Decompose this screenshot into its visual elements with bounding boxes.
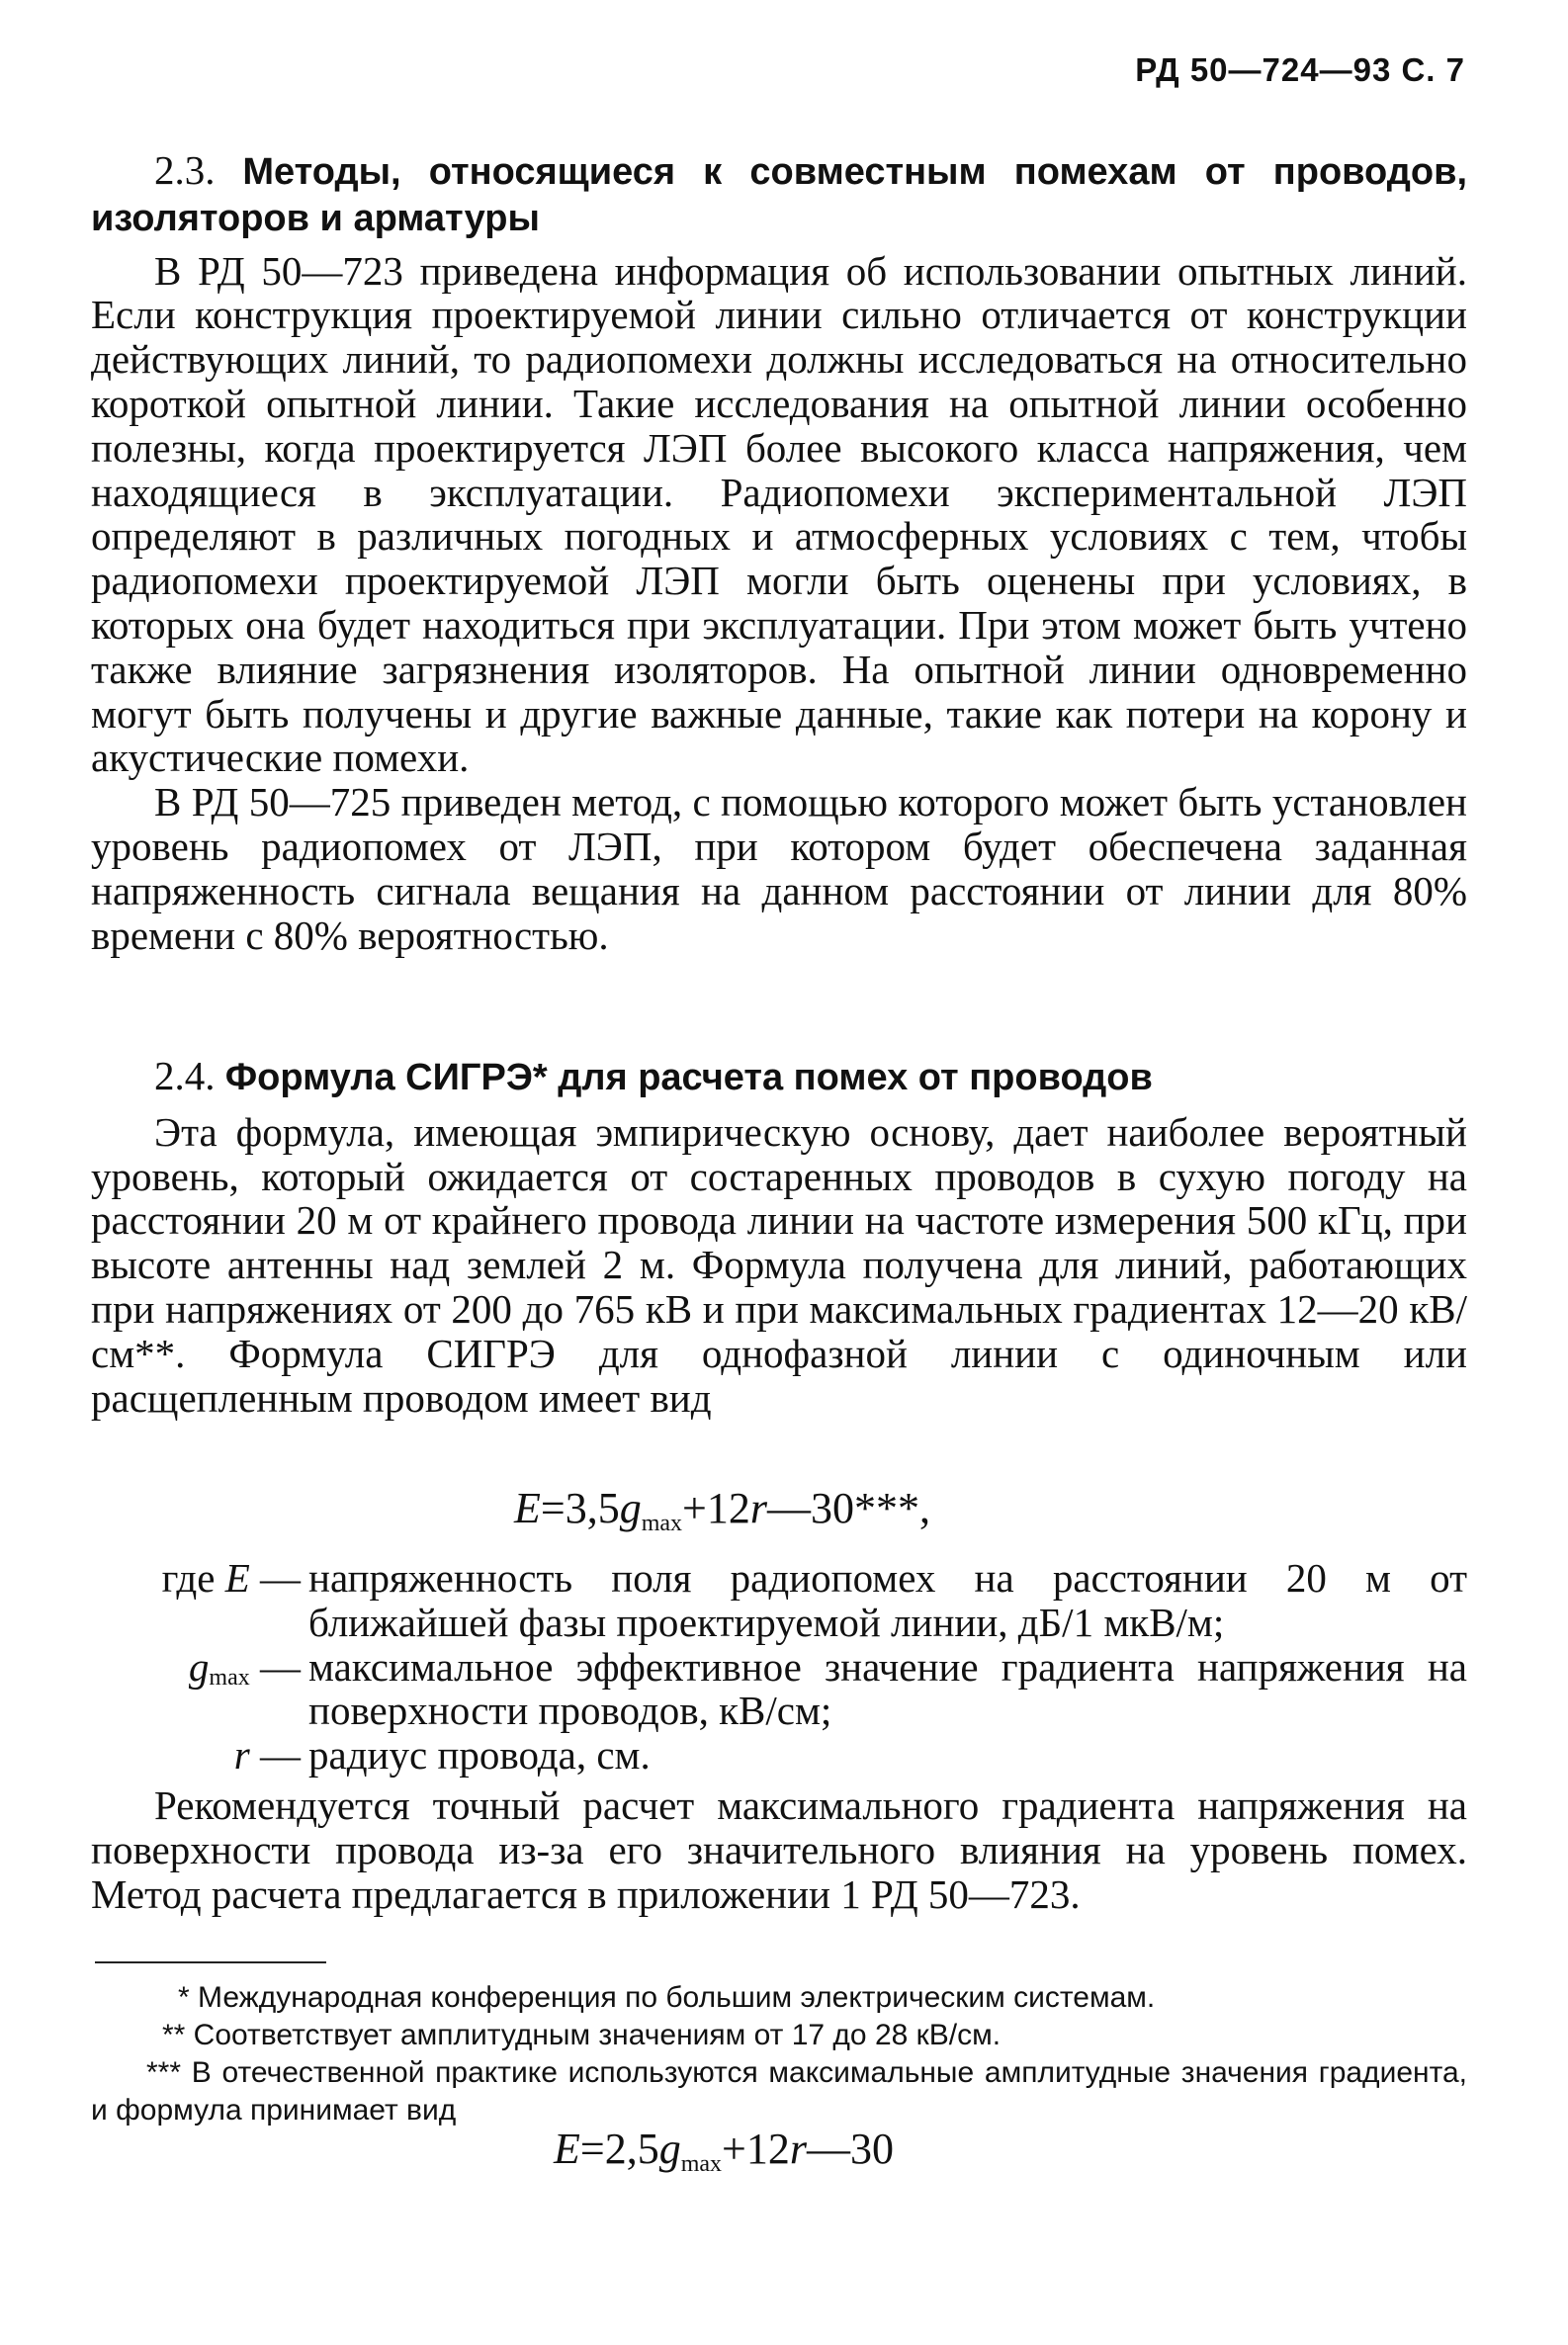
formula-tail: —30***, (767, 1484, 930, 1532)
term-sub: max (209, 1664, 250, 1691)
section-number: 2.4. (154, 1053, 216, 1098)
where-word: где (161, 1555, 216, 1601)
term-dash: — (249, 1732, 301, 1779)
footnotes (91, 1979, 1467, 2129)
cigre-formula (514, 1483, 930, 1537)
footnote-divider (95, 1961, 326, 1963)
section-title: Методы, относящиеся к совместным помехам от проводов, изоляторов и арматуры (91, 151, 1467, 239)
term-symbol: r (233, 1732, 250, 1779)
definition-term (91, 1733, 308, 1778)
definitions (91, 1556, 1467, 1916)
paragraph: Эта формула, имеющая эмпирическую основу, дает наиболее вероятный уровень, который ожидается от состаренных проводов в сухую погоду на расстоянии 20 м от крайнего провода линии на частоте измерения 500 кГц, при высоте антенны над землей 2 м. Формула получена для линий, работающих при напряжениях от 200 до 765 кВ и при максимальных градиентах 12—20 кВ/см**. Формула СИГРЭ для однофазной линии с одиночным или расщепленным проводом имеет вид (91, 1108, 1467, 1421)
formula-r: r (789, 2125, 807, 2173)
formula-coef: =3,5 (540, 1484, 620, 1532)
definition-row (91, 1556, 1467, 1645)
formula-sub: max (680, 2151, 723, 2177)
running-head: РД 50—724—93 С. 7 (1135, 51, 1465, 88)
definition-text: напряженность поля радиопомех на расстоянии 20 м от ближайшей фазы проектируемой линии, дБ/1 мкВ/м; (308, 1555, 1467, 1645)
paragraph: В РД 50—725 приведен метод, с помощью которого может быть установлен уровень радиопомех от ЛЭП, при котором будет обеспечена заданная напряженность сигнала вещания на данном расстоянии от линии для 80% времени с 80% вероятностью. (91, 779, 1467, 958)
paragraph: В РД 50—723 приведена информация об использовании опытных линий. Если конструкция проектируемой линии сильно отличается от конструкции действующих линий, то радиопомехи должны исследоваться на относительно короткой опытной линии. Такие исследования на опытной линии особенно полезны, когда проектируется ЛЭП более высокого класса напряжения, чем находящиеся в эксплуатации. Радиопомехи экспериментальной ЛЭП определяют в различных погодных и атмосферных условиях с тем, чтобы радиопомехи проектируемой ЛЭП могли быть оценены при условиях, в которых она будет находиться при эксплуатации. При этом может быть учтено также влияние загрязнения изоляторов. На опытной линии одновременно могут быть получены и другие важные данные, такие как потери на корону и акустические помехи. (91, 247, 1467, 781)
formula-r: r (749, 1484, 767, 1532)
section-number: 2.3. (154, 147, 216, 193)
section-2-4-heading (91, 1054, 1467, 1100)
formula-tail: —30 (807, 2125, 894, 2173)
formula-coef: =2,5 (579, 2125, 659, 2173)
definition-text: максимальное эффективное значение градиента напряжения на поверхности проводов, кВ/см; (308, 1643, 1467, 1734)
term-symbol: g (188, 1643, 210, 1690)
formula-plus: +12 (722, 2125, 790, 2173)
footnote-3: *** В отечественной практике используются максимальные амплитудные значения градиента, и формула принимает вид (91, 2056, 1467, 2127)
formula-g: g (619, 1484, 642, 1532)
section-2-3 (91, 148, 1467, 957)
definition-row (91, 1645, 1467, 1734)
section-2-3-heading (91, 148, 1467, 241)
formula-plus: +12 (682, 1484, 750, 1532)
definition-term (91, 1556, 308, 1645)
term-dash: — (249, 1555, 301, 1601)
formula-g: g (658, 2125, 681, 2173)
section-2-4 (91, 1054, 1467, 1420)
paragraph: Рекомендуется точный расчет максимального градиента напряжения на поверхности провода из-за его значительного влияния на уровень помех. Метод расчета предлагается в приложении 1 РД 50—723. (91, 1781, 1467, 1917)
formula-sub: max (641, 1511, 683, 1536)
definition-term (91, 1645, 308, 1734)
section-title: Формула СИГРЭ* для расчета помех от проводов (224, 1057, 1153, 1098)
definition-text: радиус провода, см. (308, 1732, 651, 1779)
formula-e: E (554, 2125, 580, 2173)
footnote-2: ** Соответствует амплитудным значениям от 17 до 28 кВ/см. (162, 2019, 1002, 2051)
formula-e: E (514, 1484, 541, 1532)
definition-row (91, 1733, 1467, 1778)
term-dash: — (249, 1643, 301, 1690)
term-symbol: E (224, 1555, 250, 1601)
footnote-formula (554, 2124, 894, 2178)
footnote-1: * Международная конференция по большим электрическим системам. (178, 1981, 1156, 2014)
